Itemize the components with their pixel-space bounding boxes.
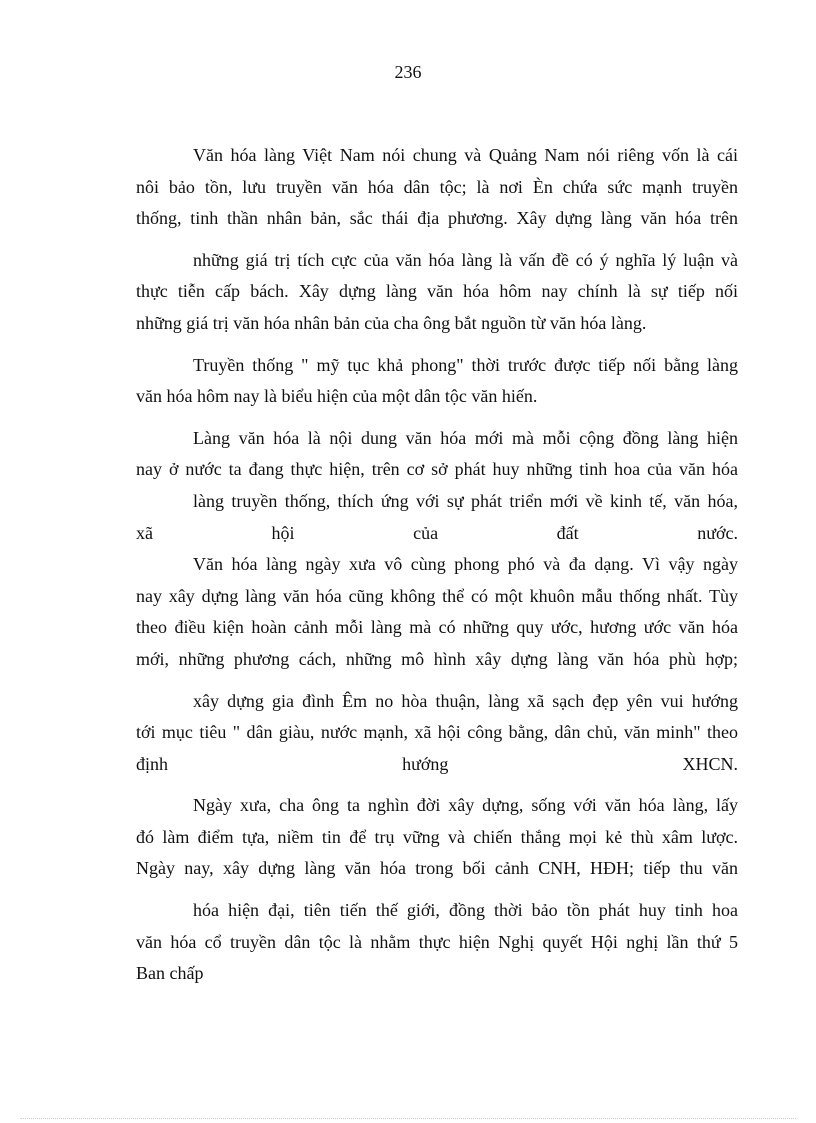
- text-line: Làng văn hóa là nội dung văn hóa mới mà mỗi cộng đồng làng hiện: [193, 427, 738, 448]
- text-line: mới, những phương cách, những mô hình xây dựng làng văn hóa phù hợp;: [136, 648, 738, 669]
- text-line: thống, tinh thần nhân bản, sắc thái địa phương. Xây dựng làng văn hóa trên: [136, 208, 738, 229]
- text-line: nôi bảo tồn, lưu truyền văn hóa dân tộc; là nơi Èn chứa sức mạnh truyền: [136, 176, 738, 197]
- text-line: văn hóa hôm nay là biểu hiện của một dân tộc văn hiến.: [136, 386, 538, 407]
- text-line: Ngày nay, xây dựng làng văn hóa trong bối cảnh CNH, HĐH; tiếp thu văn: [136, 858, 738, 879]
- text-line: Ban chấp: [136, 963, 204, 984]
- text-line: Ngày xưa, cha ông ta nghìn đời xây dựng, sống với văn hóa làng, lấy: [193, 795, 738, 816]
- text-line: những giá trị văn hóa nhân bản của cha ông bắt nguồn từ văn hóa làng.: [136, 312, 647, 333]
- text-line: Văn hóa làng ngày xưa vô cùng phong phó và đa dạng. Vì vậy ngày: [193, 554, 738, 575]
- page-number: 236: [394, 62, 422, 82]
- text-line: Truyền thống " mỹ tục khả phong" thời trước được tiếp nối bằng làng: [193, 354, 738, 375]
- text-line: thực tiễn cấp bách. Xây dựng làng văn hóa hôm nay chính là sự tiếp nối: [136, 281, 738, 302]
- text-line: theo điều kiện hoàn cảnh mỗi làng mà có những quy ước, hương ước văn hóa: [136, 617, 738, 638]
- text-line: xây dựng gia đình Êm no hòa thuận, làng xã sạch đẹp yên vui hướng: [193, 690, 738, 711]
- text-line: nay xây dựng làng văn hóa cũng không thể có một khuôn mẫu thống nhất. Tùy: [136, 585, 738, 606]
- text-line: những giá trị tích cực của văn hóa làng là vấn đề có ý nghĩa lý luận và: [193, 249, 738, 270]
- text-line: đó làm điểm tựa, niềm tin để trụ vững và chiến thắng mọi kẻ thù xâm lược.: [136, 826, 738, 847]
- text-line: hóa hiện đại, tiên tiến thế giới, đồng thời bảo tồn phát huy tinh hoa: [193, 900, 738, 921]
- text-line: xã hội của đất nước.: [136, 522, 738, 543]
- body-text: [136, 140, 738, 990]
- text-line: định hướng XHCN.: [136, 753, 738, 774]
- text-line: tới mục tiêu " dân giàu, nước mạnh, xã hội công bằng, dân chủ, văn minh" theo: [136, 722, 738, 743]
- page-bottom-rule: [20, 1118, 796, 1119]
- text-line: làng truyền thống, thích ứng với sự phát triển mới về kinh tế, văn hóa,: [193, 490, 738, 511]
- text-line: nay ở nước ta đang thực hiện, trên cơ sở phát huy những tinh hoa của văn hóa: [136, 459, 738, 480]
- text-line: văn hóa cổ truyền dân tộc là nhằm thực hiện Nghị quyết Hội nghị lần thứ 5: [136, 931, 738, 952]
- text-line: Văn hóa làng Việt Nam nói chung và Quảng Nam nói riêng vốn là cái: [193, 145, 738, 165]
